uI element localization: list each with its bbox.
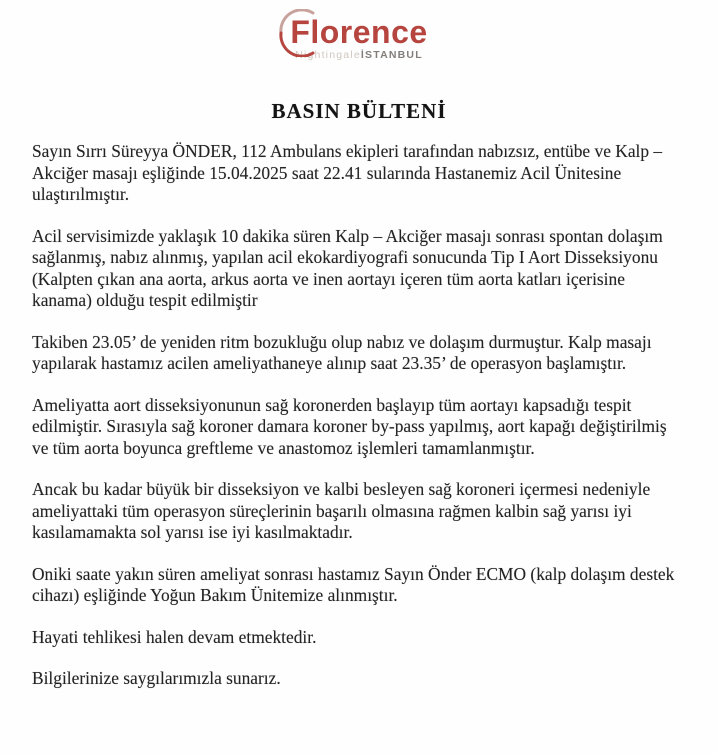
paragraph-icu: Oniki saate yakın süren ameliyat sonrası hastamız Sayın Önder ECMO (kalp dolaşım destek cihazı) eşliğinde Yoğun Bakım Ünitemize alınmıştır. — [32, 563, 675, 605]
paragraph-diagnosis: Acil servisimizde yaklaşık 10 dakika süren Kalp – Akciğer masajı sonrası spontan dolaşım sağlanmış, nabız alınmış, yapılan acil ekokardiyografi sonucunda Tip I Aort Disseksiyonu (Kalpten çıkan ana aorta, arkus aorta ve inen aortayı içeren tüm aorta katları içerisine kanama) olduğu tespit edilmiştir — [32, 225, 663, 310]
paragraph-closing: Bilgilerinize saygılarımızla sunarız. — [32, 668, 281, 688]
document-body — [32, 141, 682, 690]
logo-brand-text: Florence — [290, 14, 427, 50]
logo-subtitle — [290, 49, 427, 62]
logo-swoosh-icon — [277, 9, 323, 57]
paragraph-heart-status: Ancak bu kadar büyük bir disseksiyon ve kalbi besleyen sağ koroneri içermesi nedeniyle ameliyattaki tüm operasyon süreçlerinin başarılı olmasına rağmen kalbin sağ yarısı iyi kasılamamakta sol yarısı ise iyi kasılmaktadır. — [32, 479, 651, 542]
paragraph-operation-start: Takiben 23.05’ de yeniden ritm bozukluğu olup nabız ve dolaşım durmuştur. Kalp masajı yapılarak hastamız acilen ameliyathaneye alınıp saat 23.35’ de operasyon başlamıştır. — [32, 331, 652, 373]
paragraph-surgery-detail: Ameliyatta aort disseksiyonunun sağ koronerden başlayıp tüm aortayı kapsadığı tespit edilmiştir. Sırasıyla sağ koroner damara koroner by-pass yapılmış, aort kapağı değiştirilmiş ve tüm aorta boyunca greftleme ve anastomoz işlemleri tamamlanmıştır. — [32, 394, 667, 458]
logo-subtitle-istanbul: İSTANBUL — [360, 49, 423, 61]
hospital-logo — [0, 0, 718, 63]
logo-subtitle-nightingale: Nightingale — [295, 49, 361, 61]
paragraph-life-danger: Hayati tehlikesi halen devam etmektedir. — [32, 626, 317, 647]
paragraph-arrival: Sayın Sırrı Süreyya ÖNDER, 112 Ambulans ekipleri tarafından nabızsız, entübe ve Kalp – Akciğer masajı eşliğinde 15.04.2025 saat 22.41 sularında Hastanemiz Acil Ünitesine ulaştırılmıştır. — [32, 141, 663, 204]
document-title: BASIN BÜLTENİ — [271, 99, 447, 123]
